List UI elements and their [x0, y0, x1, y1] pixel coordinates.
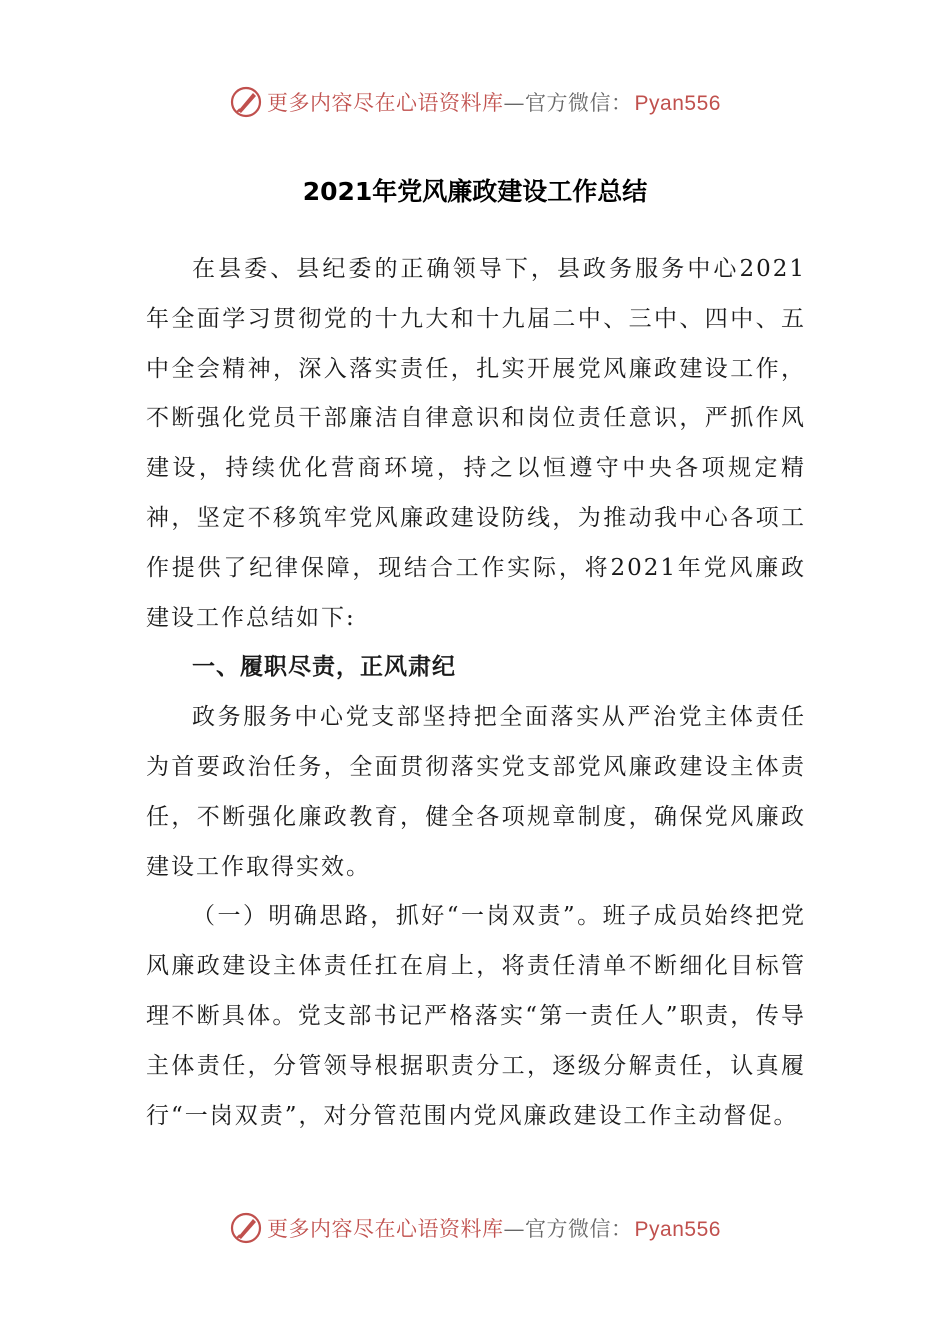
banner-slogan: 更多内容尽在心语资料库: [267, 1217, 504, 1241]
document-title: 2021年党风廉政建设工作总结: [302, 177, 648, 206]
intro-paragraph: 在县委、县纪委的正确领导下，县政务服务中心2021年全面学习贯彻党的十九大和十九届二中、三中、四中、五中全会精神，深入落实责任，扎实开展党风廉政建设工作，不断强化党员干部廉洁自律意识和岗位责任意识，严抓作风建设，持续优化营商环境，持之以恒遵守中央各项规定精神，坚定不移筑牢党风廉政建设防线，为推动我中心各项工作提供了纪律保障，现结合工作实际，将2021年党风廉政建设工作总结如下:: [146, 256, 806, 631]
document-body: [146, 245, 806, 1141]
quill-logo-icon: [229, 85, 263, 119]
quill-logo-icon: [229, 1211, 263, 1245]
banner-wechat-id: Pyan556: [634, 1218, 721, 1241]
section-paragraph: 政务服务中心党支部坚持把全面落实从严治党主体责任为首要政治任务，全面贯彻落实党支部党风廉政建设主体责任，不断强化廉政教育，健全各项规章制度，确保党风廉政建设工作取得实效。: [146, 704, 806, 880]
banner-wechat-label: —官方微信：: [503, 1217, 633, 1241]
header-banner: [0, 82, 950, 122]
subsection-paragraph: （一）明确思路，抓好“一岗双责”。班子成员始终把党风廉政建设主体责任扛在肩上，将责任清单不断细化目标管理不断具体。党支部书记严格落实“第一责任人”职责，传导主体责任，分管领导根据职责分工，逐级分解责任，认真履行“一岗双责”，对分管范围内党风廉政建设工作主动督促。: [146, 903, 806, 1129]
banner-text: [267, 87, 721, 117]
banner-text: [267, 1213, 721, 1243]
section-heading: 一、履职尽责，正风肃纪: [192, 654, 456, 681]
footer-banner: [0, 1208, 950, 1248]
banner-wechat-id: Pyan556: [634, 92, 721, 115]
banner-slogan: 更多内容尽在心语资料库: [267, 91, 504, 115]
banner-wechat-label: —官方微信：: [503, 91, 633, 115]
